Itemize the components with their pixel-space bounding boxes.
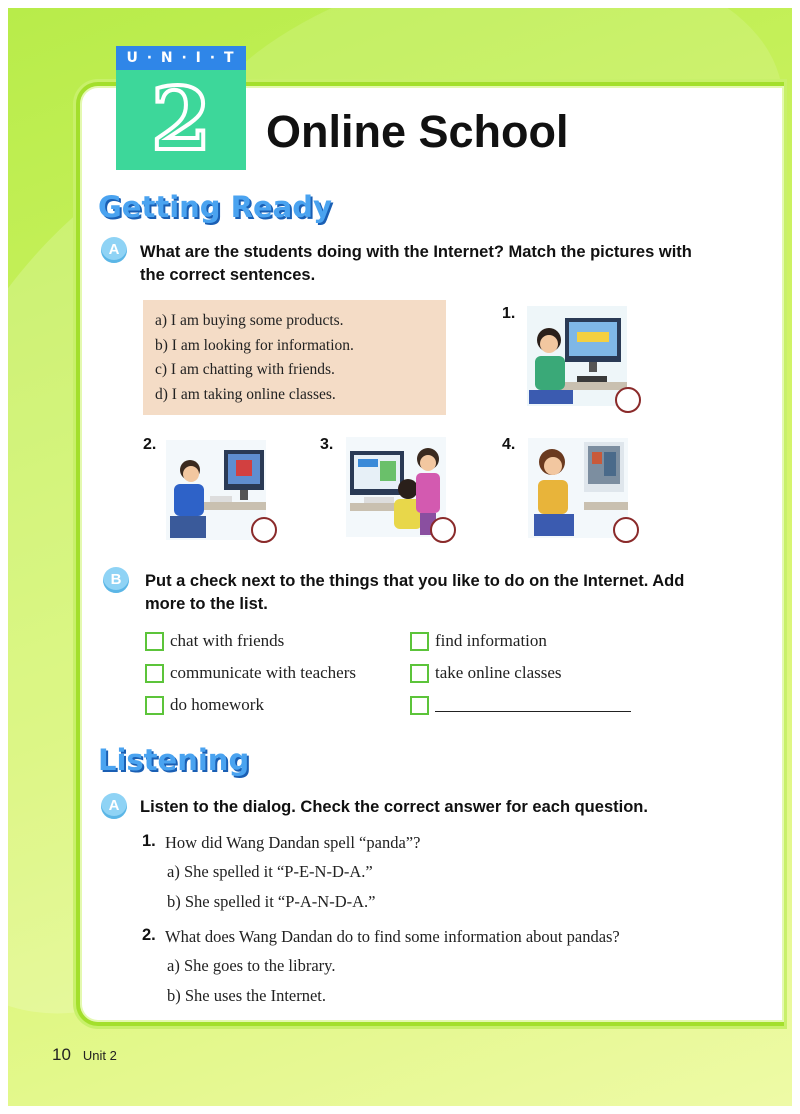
check-label: take online classes (435, 663, 562, 682)
question-text: What does Wang Dandan do to find some information about pandas? (165, 927, 620, 946)
page-number: 10 (52, 1045, 71, 1064)
question-number: 2. (142, 926, 156, 944)
answer-circle-3[interactable] (430, 517, 456, 543)
answer-circle-4[interactable] (613, 517, 639, 543)
unit-number: 2 (151, 69, 211, 170)
student-computer-picture-1 (527, 306, 627, 406)
check-label: communicate with teachers (170, 663, 356, 682)
page-footer (52, 1045, 117, 1065)
answer-option[interactable]: b) She spelled it “P-A-N-D-A.” (167, 892, 376, 911)
footer-unit: Unit 2 (82, 1048, 117, 1063)
sentence-box (143, 300, 446, 415)
picture-number-4: 4. (502, 436, 516, 453)
sentence-b: b) I am looking for information. (155, 336, 354, 354)
checkbox[interactable] (410, 664, 429, 683)
check-label: find information (435, 631, 547, 650)
picture-number-1: 1. (502, 305, 516, 322)
check-label: do homework (170, 695, 264, 714)
check-item[interactable] (410, 662, 562, 684)
check-item[interactable] (145, 694, 264, 716)
picture-number-3: 3. (320, 436, 334, 453)
checkbox[interactable] (410, 632, 429, 651)
listening-heading: Listening (98, 743, 250, 777)
picture-number-2: 2. (143, 436, 157, 453)
question-number: 1. (142, 832, 156, 850)
check-item-blank[interactable] (410, 694, 631, 716)
sentence-d: d) I am taking online classes. (155, 386, 336, 404)
check-item[interactable] (410, 630, 547, 652)
student-computer-picture-4 (528, 438, 628, 538)
answer-option[interactable]: a) She spelled it “P-E-N-D-A.” (167, 862, 373, 881)
unit-number-badge (116, 70, 246, 170)
write-in-line[interactable] (435, 698, 631, 712)
checkbox[interactable] (145, 632, 164, 651)
part-a-badge: A (101, 237, 127, 263)
answer-circle-2[interactable] (251, 517, 277, 543)
sentence-a: a) I am buying some products. (155, 312, 344, 329)
listening-a-question: Listen to the dialog. Check the correct answer for each question. (140, 798, 648, 816)
answer-option[interactable]: b) She uses the Internet. (167, 986, 326, 1005)
part-a-question: What are the students doing with the Internet? Match the pictures with the correct sentences. (140, 243, 692, 284)
checkbox[interactable] (145, 696, 164, 715)
listening-a-badge: A (101, 793, 127, 819)
student-computer-picture-3 (346, 437, 446, 537)
checkbox[interactable] (410, 696, 429, 715)
getting-ready-heading: Getting Ready (98, 190, 332, 224)
part-b-badge: B (103, 567, 129, 593)
part-b-question: Put a check next to the things that you like to do on the Internet. Add more to the list. (145, 572, 685, 613)
checkbox[interactable] (145, 664, 164, 683)
answer-circle-1[interactable] (615, 387, 641, 413)
answer-option[interactable]: a) She goes to the library. (167, 956, 336, 975)
question-text: How did Wang Dandan spell “panda”? (165, 833, 421, 852)
page-title: Online School (266, 106, 569, 157)
check-label: chat with friends (170, 631, 285, 650)
sentence-c: c) I am chatting with friends. (155, 361, 335, 379)
check-item[interactable] (145, 630, 284, 652)
check-item[interactable] (145, 662, 356, 684)
unit-label: U · N · I · T (116, 46, 246, 70)
